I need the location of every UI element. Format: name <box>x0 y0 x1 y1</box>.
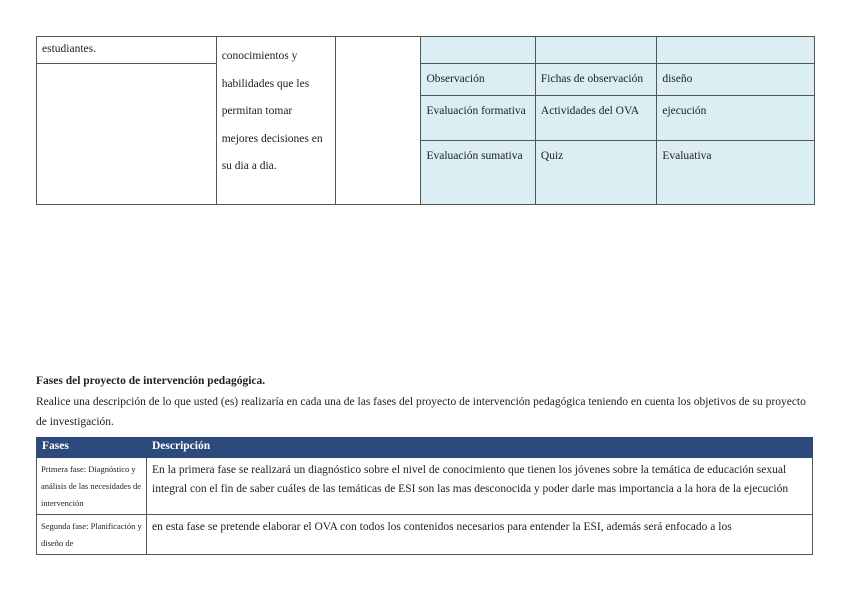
cell-students: estudiantes. <box>37 37 217 64</box>
table-header-row <box>37 438 813 458</box>
table-row <box>37 458 813 515</box>
cell-instrument <box>535 37 656 64</box>
header-descripcion: Descripción <box>147 438 813 458</box>
phase-name: Primera fase: Diagnóstico y análisis de las necesidades de intervención <box>37 458 147 515</box>
table-row <box>37 515 813 555</box>
cell-stage <box>657 37 815 64</box>
cell-stage: Evaluativa <box>657 141 815 205</box>
evaluation-table <box>36 36 815 205</box>
cell-stage: diseño <box>657 64 815 96</box>
cell-instrument: Fichas de observación <box>535 64 656 96</box>
cell-empty <box>336 37 421 205</box>
cell-technique <box>421 37 535 64</box>
table-row <box>37 64 815 96</box>
cell-stage: ejecución <box>657 96 815 141</box>
cell-technique: Evaluación formativa <box>421 96 535 141</box>
cell-instrument: Quiz <box>535 141 656 205</box>
phase-description: En la primera fase se realizará un diagnóstico sobre el nivel de conocimiento que tienen los jóvenes sobre la temática de educación sexual integral con el fin de saber cuáles de las temáticas de ESI son las mas desconocida y poder darle mas importancia a la hora de la ejecución <box>147 458 813 515</box>
phases-table <box>36 437 813 555</box>
phase-name: Segunda fase: Planificación y diseño de <box>37 515 147 555</box>
section-heading: Fases del proyecto de intervención pedagógica. <box>36 375 266 387</box>
header-fases: Fases <box>37 438 147 458</box>
phase-description: en esta fase se pretende elaborar el OVA con todos los contenidos necesarios para entender la ESI, además será enfocado a los <box>147 515 813 555</box>
cell-empty-lower <box>37 64 217 205</box>
table-row <box>37 37 815 64</box>
cell-technique: Observación <box>421 64 535 96</box>
intro-paragraph: Realice una descripción de lo que usted (es) realizaría en cada una de las fases del proyecto de intervención pedagógica teniendo en cuenta los objetivos de su proyecto de investigación. <box>36 396 806 428</box>
cell-technique: Evaluación sumativa <box>421 141 535 205</box>
cell-instrument: Actividades del OVA <box>535 96 656 141</box>
cell-knowledge: conocimientos y habilidades que les permitan tomar mejores decisiones en su dia a dia. <box>216 37 335 205</box>
